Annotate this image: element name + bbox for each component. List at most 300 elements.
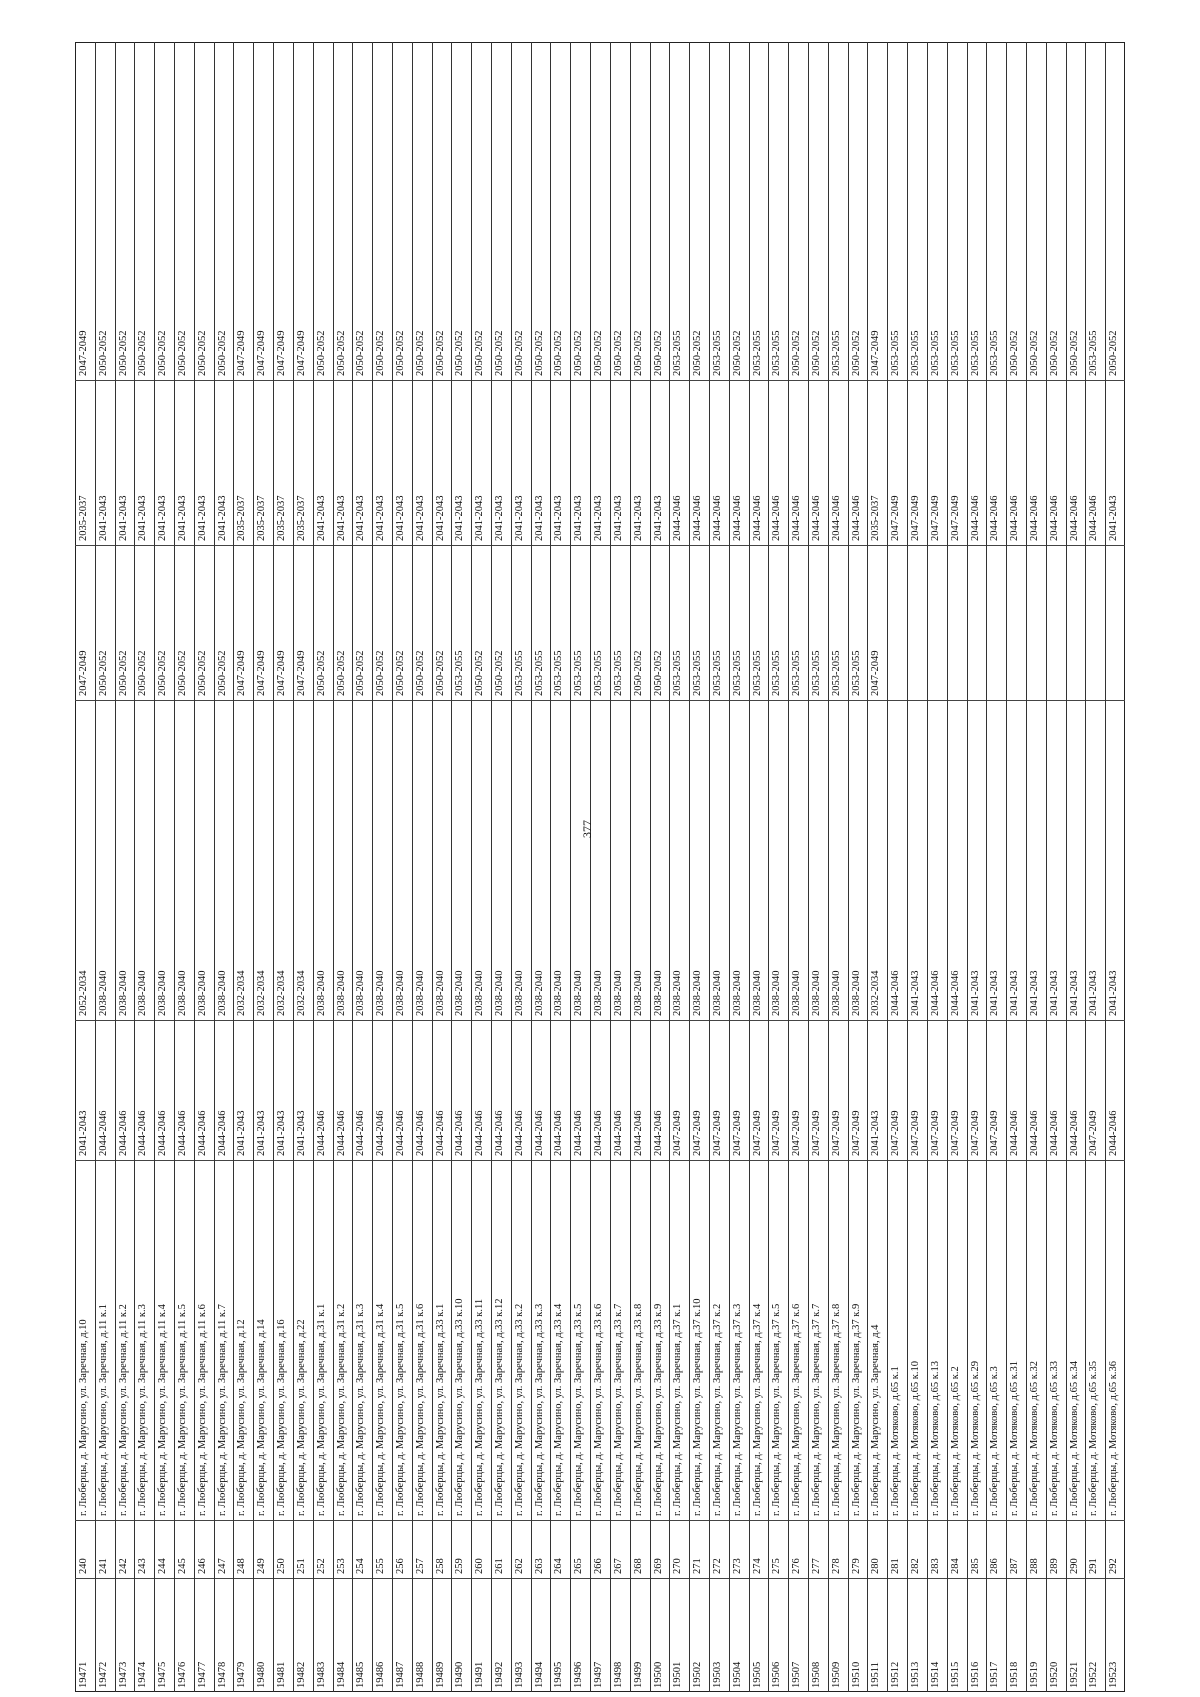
table-cell: 2038-2040 [771,970,783,1016]
table-cell: 247 [216,1558,228,1574]
table-cell: 2038-2040 [711,970,723,1016]
table-cell: 2047-2049 [870,330,882,376]
table-cell: 241 [97,1558,109,1574]
table-cell: 2053-2055 [910,330,922,376]
table-cell: 255 [375,1558,387,1574]
table-cell: 2044-2046 [474,1110,486,1156]
table-cell: г. Люберцы, д. Мотяково, д.65 к.2 [949,1366,961,1516]
table-cell: г. Люберцы, д. Мотяково, д.65 к.36 [1108,1361,1120,1516]
table-cell: 250 [276,1558,288,1574]
table-cell: г. Люберцы, д. Марусино, ул. Заречная, д.10 [78,1319,89,1516]
table-cell: г. Люберцы, д. Марусино, ул. Заречная, д.37 к.6 [791,1303,803,1516]
table-cell: 2041-2043 [196,495,208,541]
table-cell: 19493 [513,1661,525,1688]
table-cell: 19502 [692,1661,704,1688]
table-cell: 2044-2046 [949,970,961,1016]
table-cell: 2038-2040 [434,970,446,1016]
table-cell: 2047-2049 [929,1110,941,1156]
table-cell: г. Люберцы, д. Мотяково, д.65 к.29 [969,1361,981,1516]
table-cell: г. Люберцы, д. Марусино, ул. Заречная, д.31 к.5 [394,1303,406,1516]
table-cell: 2044-2046 [335,1110,347,1156]
record-divider [313,42,314,1692]
table-cell: 2050-2052 [335,330,347,376]
table-cell: 2038-2040 [335,970,347,1016]
table-cell: 19479 [236,1661,248,1688]
table-cell: 19476 [177,1661,189,1688]
table-cell: 19520 [1048,1661,1060,1688]
table-cell: 19478 [216,1661,228,1688]
table-cell: г. Люберцы, д. Марусино, ул. Заречная, д.37 к.4 [751,1303,763,1516]
table-cell: 2041-2043 [1028,970,1040,1016]
table-cell: 2044-2046 [216,1110,228,1156]
table-cell: 2047-2049 [910,1110,922,1156]
table-cell: 2041-2043 [295,1110,307,1156]
table-cell: 2041-2043 [434,495,446,541]
table-cell: г. Люберцы, д. Марусино, ул. Заречная, д.37 к.9 [850,1303,862,1516]
table-cell: 2038-2040 [157,970,169,1016]
table-cell: 262 [513,1558,525,1574]
table-cell: 2035-2037 [295,495,307,541]
table-cell: 2044-2046 [1088,495,1100,541]
table-cell: 2044-2046 [692,495,704,541]
table-cell: 289 [1048,1558,1060,1574]
table-cell: 19482 [295,1661,307,1688]
table-cell: 2047-2049 [78,650,89,696]
table-cell: 2041-2043 [1088,970,1100,1016]
record-divider [531,42,532,1692]
table-cell: 2044-2046 [494,1110,506,1156]
record-divider [907,42,908,1692]
record-divider [253,42,254,1692]
table-cell: 2053-2055 [890,330,902,376]
table-cell: 265 [573,1558,585,1574]
table-cell: 2053-2055 [731,650,743,696]
table-cell: 19500 [652,1661,664,1688]
table-cell: г. Люберцы, д. Марусино, ул. Заречная, д.31 к.4 [375,1303,387,1516]
record-divider [867,42,868,1692]
table-cell: 2041-2043 [216,495,228,541]
table-cell: 2038-2040 [573,970,585,1016]
table-cell: 263 [533,1558,545,1574]
table-cell: г. Люберцы, д. Марусино, ул. Заречная, д.31 к.2 [335,1303,347,1516]
table-cell: 2047-2049 [929,495,941,541]
table-cell [1069,549,1085,696]
record-divider [273,42,274,1692]
table-cell [1108,549,1124,696]
table-cell: 2032-2034 [236,970,248,1016]
table-cell: 2041-2043 [989,970,1001,1016]
table-cell: 292 [1108,1558,1120,1574]
table-cell: г. Люберцы, д. Марусино, ул. Заречная, д.22 [295,1319,307,1516]
table-cell: 277 [811,1558,823,1574]
table-cell: г. Люберцы, д. Марусино, ул. Заречная, д.37 к.1 [672,1303,684,1516]
table-cell: 2044-2046 [1068,1110,1080,1156]
table-cell: 2032-2034 [295,970,307,1016]
table-cell: г. Люберцы, д. Мотяково, д.65 к.3 [989,1366,1001,1516]
table-cell: 270 [672,1558,684,1574]
table-cell: 2050-2052 [97,330,109,376]
table-cell: 2044-2046 [375,1110,387,1156]
table-cell: 245 [177,1558,189,1574]
table-cell: г. Люберцы, д. Марусино, ул. Заречная, д.33 к.6 [593,1303,605,1516]
table-cell: 19514 [929,1661,941,1688]
table-cell: г. Люберцы, д. Марусино, ул. Заречная, д.37 к.2 [711,1303,723,1516]
record-divider [808,42,809,1692]
table-cell: 2044-2046 [315,1110,327,1156]
table-cell: 2047-2049 [830,1110,842,1156]
record-divider [154,42,155,1692]
table-cell: 2041-2043 [494,495,506,541]
table-cell: 2044-2046 [1009,1110,1021,1156]
table-cell: 2038-2040 [414,970,426,1016]
table-cell: 2044-2046 [177,1110,189,1156]
table-cell: 2047-2049 [295,650,307,696]
table-cell: 2050-2052 [434,650,446,696]
table-cell: 2050-2052 [1048,330,1060,376]
table-cell: 2050-2052 [117,650,129,696]
table-cell: 2038-2040 [632,970,644,1016]
record-divider [947,42,948,1692]
record-divider [828,42,829,1692]
table-cell: 2050-2052 [474,650,486,696]
table-cell: 254 [355,1558,367,1574]
table-cell: 2044-2046 [632,1110,644,1156]
table-cell: 2050-2052 [117,330,129,376]
record-divider [927,42,928,1692]
record-divider [392,42,393,1692]
table-cell: 2041-2043 [533,495,545,541]
record-divider [590,42,591,1692]
table-cell: 261 [494,1558,506,1574]
table-cell: 273 [731,1558,743,1574]
record-divider [174,42,175,1692]
table-cell: 2047-2049 [295,330,307,376]
record-divider [511,42,512,1692]
table-cell: 2050-2052 [137,330,149,376]
table-cell: 285 [969,1558,981,1574]
table-cell: 248 [236,1558,248,1574]
table-cell: 2044-2046 [553,1110,565,1156]
table-cell: 19471 [78,1661,89,1688]
table-cell: 2038-2040 [454,970,466,1016]
table-cell: 2044-2046 [811,495,823,541]
table-cell: г. Люберцы, д. Марусино, ул. Заречная, д.11 к.6 [196,1304,208,1516]
table-cell: 2047-2049 [949,495,961,541]
record-divider [729,42,730,1692]
table-cell: 2050-2052 [454,330,466,376]
table-cell: 2044-2046 [573,1110,585,1156]
table-cell [970,549,986,696]
table-cell: 2053-2055 [1088,330,1100,376]
table-cell: 2047-2049 [870,650,882,696]
record-divider [768,42,769,1692]
table-cell: 275 [771,1558,783,1574]
table-cell: 2041-2043 [394,495,406,541]
table-cell: 19485 [355,1661,367,1688]
table-cell: г. Люберцы, д. Марусино, ул. Заречная, д.31 к.1 [315,1303,327,1516]
table-cell: 240 [78,1558,89,1574]
table-cell: 243 [137,1558,149,1574]
table-cell: г. Люберцы, д. Мотяково, д.65 к.1 [890,1366,902,1516]
table-cell: 2047-2049 [276,650,288,696]
table-cell: 2041-2043 [632,495,644,541]
record-divider [233,42,234,1692]
table-cell: 19521 [1068,1661,1080,1688]
record-divider [550,42,551,1692]
table-cell: 2035-2037 [870,495,882,541]
table-cell: 2050-2052 [355,650,367,696]
record-divider [451,42,452,1692]
table-cell: 2041-2043 [276,1110,288,1156]
record-divider [115,42,116,1692]
table-cell: 19489 [434,1661,446,1688]
table-cell: 2050-2052 [394,650,406,696]
table-cell: г. Люберцы, д. Марусино, ул. Заречная, д.37 к.10 [692,1298,704,1516]
table-cell: 280 [870,1558,882,1574]
table-cell: 276 [791,1558,803,1574]
table-cell: 19509 [830,1661,842,1688]
table-cell: 2053-2055 [850,650,862,696]
table-cell: 253 [335,1558,347,1574]
table-cell: 2050-2052 [791,330,803,376]
table-cell: г. Люберцы, д. Марусино, ул. Заречная, д.37 к.7 [811,1303,823,1516]
table-cell: г. Люберцы, д. Марусино, ул. Заречная, д.33 к.9 [652,1303,664,1516]
table-cell: г. Люберцы, д. Марусино, ул. Заречная, д.33 к.1 [434,1303,446,1516]
table-cell: 2044-2046 [731,495,743,541]
table-cell: 2038-2040 [612,970,624,1016]
table-cell: 2041-2043 [375,495,387,541]
table-cell: 2038-2040 [117,970,129,1016]
record-divider [986,42,987,1692]
table-cell: 2041-2043 [454,495,466,541]
table-cell: г. Люберцы, д. Марусино, ул. Заречная, д.33 к.8 [632,1303,644,1516]
table-cell: 2044-2046 [593,1110,605,1156]
table-cell: 2038-2040 [791,970,803,1016]
table-cell: 2047-2049 [811,1110,823,1156]
table-cell: 2047-2049 [969,1110,981,1156]
table-cell: 19499 [632,1661,644,1688]
table-cell: 2044-2046 [1048,495,1060,541]
record-divider [352,42,353,1692]
record-divider [570,42,571,1692]
table-cell: 2053-2055 [454,650,466,696]
table-cell: 2050-2052 [1068,330,1080,376]
record-divider [650,42,651,1692]
table-cell: г. Люберцы, д. Марусино, ул. Заречная, д.33 к.2 [513,1303,525,1516]
table-cell: г. Люберцы, д. Мотяково, д.65 к.32 [1028,1361,1040,1516]
table-cell: 2041-2043 [355,495,367,541]
table-cell: 19518 [1009,1661,1021,1688]
table-cell: 2044-2046 [791,495,803,541]
table-cell: 2032-2034 [276,970,288,1016]
table-cell: 2050-2052 [513,330,525,376]
table-cell: 19507 [791,1661,803,1688]
table-cell: 274 [751,1558,763,1574]
table-cell: 19498 [612,1661,624,1688]
table-cell: 2050-2052 [573,330,585,376]
table-cell: 2041-2043 [870,1110,882,1156]
table-cell: г. Люберцы, д. Марусино, ул. Заречная, д.37 к.5 [771,1303,783,1516]
table-cell: 2038-2040 [513,970,525,1016]
table-cell: 2044-2046 [989,495,1001,541]
table-cell: 2050-2052 [474,330,486,376]
table-cell: 2050-2052 [632,650,644,696]
table-cell: г. Люберцы, д. Мотяково, д.65 к.34 [1068,1361,1080,1516]
table-cell: 2050-2052 [414,650,426,696]
table-cell: 2044-2046 [672,495,684,541]
table-cell: 2038-2040 [533,970,545,1016]
table-cell: 2041-2043 [117,495,129,541]
table-cell: 2053-2055 [771,650,783,696]
table-cell: 19512 [890,1661,902,1688]
table-cell: 2038-2040 [177,970,189,1016]
table-cell: 2047-2049 [751,1110,763,1156]
table-cell: 288 [1028,1558,1040,1574]
table-cell: 2047-2049 [850,1110,862,1156]
table-cell: 242 [117,1558,129,1574]
table-cell: 19504 [731,1661,743,1688]
table-cell: 2053-2055 [989,330,1001,376]
table-cell: 2050-2052 [593,330,605,376]
table-cell: 2044-2046 [751,495,763,541]
table-cell: 2038-2040 [355,970,367,1016]
table-cell: 19513 [910,1661,922,1688]
table-cell: 2038-2040 [830,970,842,1016]
table-cell: 2044-2046 [1048,1110,1060,1156]
table-cell: 19481 [276,1661,288,1688]
table-cell: 2044-2046 [1068,495,1080,541]
table-cell: 2044-2046 [157,1110,169,1156]
table-cell: 2050-2052 [494,330,506,376]
table-cell: 2044-2046 [434,1110,446,1156]
table-cell: 2053-2055 [811,650,823,696]
table-cell: 2044-2046 [533,1110,545,1156]
table-cell: 291 [1088,1558,1100,1574]
record-divider [1026,42,1027,1692]
table-cell: г. Люберцы, д. Марусино, ул. Заречная, д.33 к.4 [553,1303,565,1516]
record-divider [689,42,690,1692]
record-divider [1006,42,1007,1692]
table-cell: 2050-2052 [414,330,426,376]
table-cell: 2041-2043 [335,495,347,541]
table-cell: г. Люберцы, д. Марусино, ул. Заречная, д.33 к.12 [494,1298,506,1516]
table-cell: 2050-2052 [177,650,189,696]
record-divider [432,42,433,1692]
table-cell: 2038-2040 [731,970,743,1016]
table-cell: 278 [830,1558,842,1574]
table-cell: 19522 [1088,1661,1100,1688]
table-cell: 2047-2049 [256,330,268,376]
record-divider [967,42,968,1692]
table-cell: 2053-2055 [929,330,941,376]
table-cell: 2050-2052 [1028,330,1040,376]
table-cell: 2050-2052 [157,330,169,376]
table-cell: 2050-2052 [394,330,406,376]
record-divider [194,42,195,1692]
table-cell: 2047-2049 [731,1110,743,1156]
table-cell: 2044-2046 [513,1110,525,1156]
table-cell: 2047-2049 [276,330,288,376]
table-cell: 2047-2049 [236,330,248,376]
table-cell: г. Люберцы, д. Марусино, ул. Заречная, д.16 [276,1319,288,1516]
record-divider [293,42,294,1692]
table-cell [950,549,966,696]
table-cell: 2053-2055 [573,650,585,696]
table-cell: 2041-2043 [969,970,981,1016]
table-cell: 2044-2046 [969,495,981,541]
table-cell: 271 [692,1558,704,1574]
table-cell: 2053-2055 [969,330,981,376]
table-cell: 19505 [751,1661,763,1688]
table-cell: 2047-2049 [791,1110,803,1156]
table-cell: 2041-2043 [157,495,169,541]
table-cell: 19506 [771,1661,783,1688]
table-cell: 2041-2043 [553,495,565,541]
table-cell: 2047-2049 [236,650,248,696]
table-cell: 2041-2043 [1108,495,1120,541]
record-divider [749,42,750,1692]
table-cell: 2050-2052 [434,330,446,376]
table-cell: 2052-2034 [78,970,89,1016]
table-cell: 286 [989,1558,1001,1574]
table-cell: 287 [1009,1558,1021,1574]
table-cell: 19486 [375,1661,387,1688]
record-divider [372,42,373,1692]
table-cell: 2044-2046 [1028,495,1040,541]
table-cell: 19508 [811,1661,823,1688]
table-cell: г. Люберцы, д. Марусино, ул. Заречная, д.33 к.3 [533,1303,545,1516]
table-cell: 19492 [494,1661,506,1688]
table-cell: 2053-2055 [533,650,545,696]
record-divider [848,42,849,1692]
table-cell: 2038-2040 [494,970,506,1016]
table-cell: 19475 [157,1661,169,1688]
record-divider [134,42,135,1692]
table-cell: 2038-2040 [375,970,387,1016]
table-cell: г. Люберцы, д. Марусино, ул. Заречная, д.33 к.7 [612,1303,624,1516]
table-cell: 2050-2052 [216,650,228,696]
table-cell: 2050-2052 [652,650,664,696]
record-divider [1066,42,1067,1692]
table-cell: 2038-2040 [137,970,149,1016]
table-cell: 2041-2043 [315,495,327,541]
table-cell: г. Люберцы, д. Марусино, ул. Заречная, д.37 к.8 [830,1303,842,1516]
table-cell: 2038-2040 [652,970,664,1016]
table-cell: 264 [553,1558,565,1574]
table-cell: 19517 [989,1661,1001,1688]
record-divider [1105,42,1106,1692]
table-cell: 2050-2052 [375,650,387,696]
table-cell: 2047-2049 [949,1110,961,1156]
table-cell: 2050-2052 [196,330,208,376]
table-cell: 19523 [1108,1661,1120,1688]
table-cell: 2050-2052 [692,330,704,376]
table-cell: 2047-2049 [672,1110,684,1156]
table-cell: 2053-2055 [612,650,624,696]
table-cell: 2047-2049 [989,1110,1001,1156]
table-cell: 2053-2055 [791,650,803,696]
table-cell: 2044-2046 [196,1110,208,1156]
table-cell: 2047-2049 [890,495,902,541]
table-cell: 19473 [117,1661,129,1688]
table-cell: 2047-2049 [910,495,922,541]
table-cell: 2050-2052 [533,330,545,376]
table-cell: 2038-2040 [216,970,228,1016]
table-cell: 19495 [553,1661,565,1688]
record-divider [471,42,472,1692]
table-cell [910,549,926,696]
table-cell: 2047-2049 [692,1110,704,1156]
